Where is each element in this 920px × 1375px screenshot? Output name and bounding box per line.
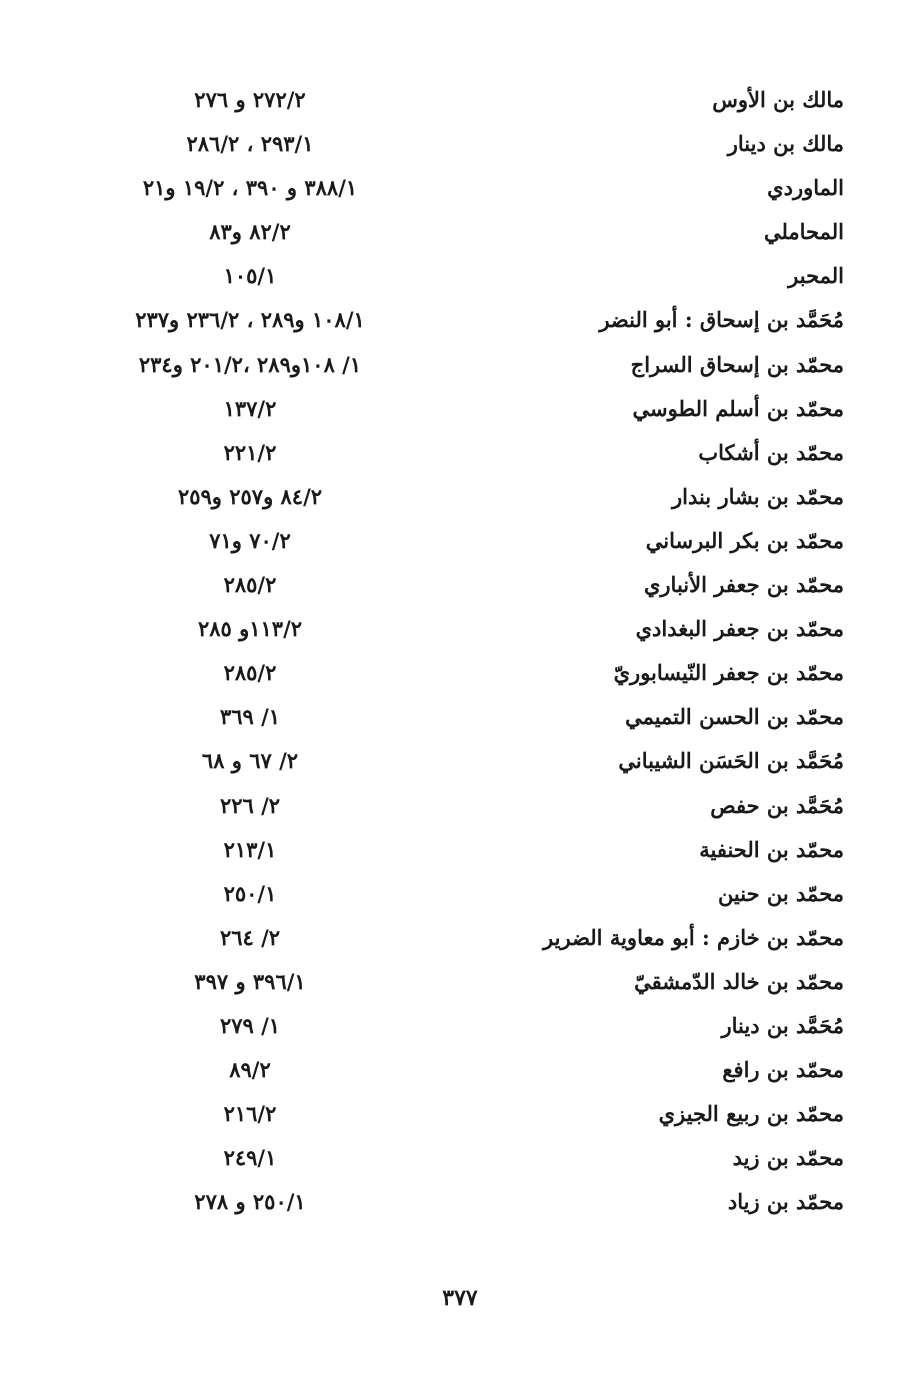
entry-page-refs: ٨٢/٢ و٨٣ [209,219,291,245]
entry-name: محمّد بن رافع [722,1057,844,1083]
index-entry [0,298,920,342]
entry-name: المحبر [788,263,844,289]
entry-page-refs: ١٠٨/١ و٢٨٩ ، ٢٣٦/٢ و٢٣٧ [135,307,365,333]
entry-page-refs: ٢٨٥/٢ [223,572,277,598]
index-entry [0,872,920,916]
index-entry [0,651,920,695]
entry-name: مُحَمَّد بن الحَسَن الشيباني [618,748,844,774]
index-entry [0,166,920,210]
entry-page-refs: ٢٩٣/١ ، ٢٨٦/٢ [186,131,314,157]
entry-name: محمّد بن أشكاب [698,439,844,465]
entry-page-refs: ١/ ١٠٨و٢٨٩ ،٢٠١/٢ و٢٣٤ [138,351,362,377]
entry-page-refs: ٢١٣/١ [223,836,277,862]
index-entry [0,916,920,960]
index-entry [0,1048,920,1092]
index-entry [0,122,920,166]
index-entry [0,1004,920,1048]
index-entry [0,960,920,1004]
entry-page-refs: ٢١٦/٢ [223,1101,277,1127]
entry-page-refs: ٢٥٠/١ و ٢٧٨ [194,1189,306,1215]
entry-name: محمّد بن الحسن التميمي [625,704,844,730]
entry-name: محمّد بن ربيع الجيزي [658,1101,844,1127]
index-entry [0,475,920,519]
entry-name: مُحَمَّد بن حفص [710,792,844,818]
entry-name: محمّد بن جعفر النّيسابوريّ [613,660,844,686]
entry-page-refs: ١/ ٣٦٩ [219,704,281,730]
entry-page-refs: ٢٤٩/١ [223,1145,277,1171]
entry-name: محمّد بن خالد الدّمشقيّ [634,968,844,994]
entry-name: محمّد بن جعفر البغدادي [635,616,844,642]
entry-name: محمّد بن حنين [717,880,844,906]
index-entry [0,343,920,387]
entry-page-refs: ٣٩٦/١ و ٣٩٧ [194,968,306,994]
index-entry [0,828,920,872]
entry-page-refs: ٨٤/٢ و٢٥٧ و٢٥٩ [177,483,323,509]
entry-name: مُحَمَّد بن دينار [721,1012,844,1038]
entry-name: محمّد بن بكر البرساني [645,527,844,553]
entry-page-refs: ٨٩/٢ [229,1057,271,1083]
entry-page-refs: ٢٨٥/٢ [223,660,277,686]
name-index-list [0,78,920,1224]
entry-name: محمّد بن زيد [732,1145,844,1171]
entry-name: الماوردي [767,175,844,201]
entry-page-refs: ٢/ ٢٦٤ [219,924,281,950]
entry-name: محمّد بن الحنفية [699,836,844,862]
entry-page-refs: ٢٥٠/١ [223,880,277,906]
entry-page-refs: ١٣٧/٢ [223,395,277,421]
index-entry [0,1136,920,1180]
index-entry [0,1092,920,1136]
entry-page-refs: ١١٣/٢و ٢٨٥ [197,616,303,642]
index-entry [0,254,920,298]
entry-name: مالك بن الأوس [712,87,844,112]
entry-name: المحاملي [763,219,844,245]
index-entry [0,387,920,431]
entry-page-refs: ٢٧٢/٢ و ٢٧٦ [194,87,306,112]
index-entry [0,78,920,122]
index-entry [0,563,920,607]
index-entry [0,695,920,739]
entry-page-refs: ٣٨٨/١ و ٣٩٠ ، ١٩/٢ و٢١ [142,175,358,201]
entry-page-refs: ١/ ٢٧٩ [219,1012,281,1038]
index-entry [0,210,920,254]
entry-name: محمّد بن زياد [727,1189,844,1215]
index-entry [0,607,920,651]
entry-name: محمّد بن أسلم الطوسي [632,395,844,421]
entry-page-refs: ٢/ ٦٧ و ٦٨ [201,748,299,774]
entry-page-refs: ٢/ ٢٢٦ [219,792,281,818]
entry-page-refs: ٧٠/٢ و٧١ [209,527,291,553]
entry-name: محمّد بن خازم : أبو معاوية الضرير [543,924,844,950]
page-number: ٣٧٧ [442,1285,478,1311]
index-entry [0,1180,920,1224]
index-entry [0,431,920,475]
entry-name: محمّد بن بشار بندار [671,483,844,509]
entry-name: مُحَمَّد بن إسحاق : أبو النضر [599,307,844,333]
index-entry [0,739,920,783]
entry-page-refs: ١٠٥/١ [223,263,277,289]
index-entry [0,519,920,563]
entry-name: محمّد بن إسحاق السراج [630,351,844,377]
entry-name: محمّد بن جعفر الأنباري [643,572,844,598]
entry-page-refs: ٢٢١/٢ [223,439,277,465]
index-entry [0,784,920,828]
entry-name: مالك بن دينار [727,131,844,157]
